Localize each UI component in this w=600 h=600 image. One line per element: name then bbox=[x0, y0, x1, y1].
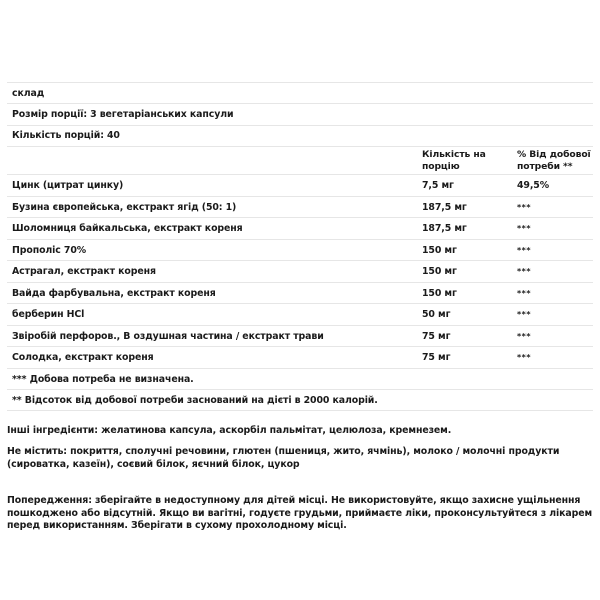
ingredient-amount: 75 мг bbox=[422, 330, 451, 342]
footnote-row bbox=[7, 389, 593, 411]
servings-per-container-row bbox=[7, 125, 593, 146]
ingredient-amount: 150 мг bbox=[422, 287, 457, 299]
ingredient-amount: 7,5 мг bbox=[422, 180, 454, 192]
footnote-not-established: *** Добова потреба не визначена. bbox=[12, 373, 194, 385]
ingredient-name: Бузина європейська, екстракт ягід (50: 1) bbox=[12, 201, 237, 213]
does-not-contain: Не містить: покриття, сполучні речовини, глютен (пшениця, жито, ячмінь), молоко / молочні продукти (сироватка, казеїн), соєвий білок, яєчний білок, цукор bbox=[7, 446, 560, 470]
table-row bbox=[7, 282, 593, 304]
table-row bbox=[7, 174, 593, 196]
ingredient-amount: 50 мг bbox=[422, 309, 451, 321]
header-amount: Кількість на порцію bbox=[422, 148, 486, 172]
ingredient-name: Цинк (цитрат цинку) bbox=[12, 180, 124, 192]
ingredient-daily-value: *** bbox=[517, 267, 532, 277]
ingredient-name: Шоломниця байкальська, екстракт кореня bbox=[12, 223, 243, 235]
ingredient-daily-value: *** bbox=[517, 245, 532, 255]
other-ingredients: Інші інгредієнти: желатинова капсула, аскорбіл пальмітат, целюлоза, кремнезем. bbox=[7, 425, 452, 436]
ingredient-amount: 187,5 мг bbox=[422, 201, 467, 213]
ingredient-name: Прополіс 70% bbox=[12, 244, 87, 256]
ingredient-name: Астрагал, екстракт кореня bbox=[12, 266, 156, 278]
ingredient-amount: 75 мг bbox=[422, 352, 451, 364]
ingredient-amount: 187,5 мг bbox=[422, 223, 467, 235]
ingredient-amount: 150 мг bbox=[422, 266, 457, 278]
table-header-row bbox=[7, 146, 593, 175]
ingredient-daily-value: 49,5% bbox=[517, 180, 550, 192]
table-row bbox=[7, 196, 593, 218]
ingredient-name: Звіробій перфоров., В оздушная частина / екстракт трави bbox=[12, 330, 324, 342]
footnote-daily-value-basis: ** Відсоток від добової потреби заснований на дієті в 2000 калорій. bbox=[12, 394, 378, 406]
section-title: склад bbox=[12, 87, 45, 99]
ingredient-daily-value: *** bbox=[517, 331, 532, 341]
servings-per-container: Кількість порцій: 40 bbox=[12, 130, 120, 142]
ingredient-daily-value: *** bbox=[517, 288, 532, 298]
table-row bbox=[7, 260, 593, 282]
footnote-row bbox=[7, 368, 593, 390]
ingredient-name: берберин HCl bbox=[12, 309, 85, 321]
table-row bbox=[7, 239, 593, 261]
ingredient-daily-value: *** bbox=[517, 202, 532, 212]
warning-text: Попередження: зберігайте в недоступному для дітей місці. Не використовуйте, якщо захисне ущільнення пошкоджено або відсутній. Якщо ви вагітні, годуєте грудьми, приймаєте ліки, проконсультуйтеся з лікарем перед використанням. Зберігати в сухому прохолодному місці. bbox=[7, 495, 593, 531]
header-daily-value: % Від добової потреби ** bbox=[517, 148, 591, 172]
ingredient-name: Солодка, екстракт кореня bbox=[12, 352, 154, 364]
table-row bbox=[7, 346, 593, 368]
table-row bbox=[7, 303, 593, 325]
section-title-row bbox=[7, 82, 593, 103]
table-row bbox=[7, 217, 593, 239]
ingredient-daily-value: *** bbox=[517, 353, 532, 363]
supplement-facts-table bbox=[7, 82, 593, 411]
ingredient-daily-value: *** bbox=[517, 224, 532, 234]
ingredient-name: Вайда фарбувальна, екстракт кореня bbox=[12, 287, 216, 299]
serving-size: Розмір порції: 3 вегетаріанських капсули bbox=[12, 108, 234, 120]
ingredient-daily-value: *** bbox=[517, 310, 532, 320]
serving-size-row bbox=[7, 103, 593, 124]
table-row bbox=[7, 325, 593, 347]
ingredient-amount: 150 мг bbox=[422, 244, 457, 256]
